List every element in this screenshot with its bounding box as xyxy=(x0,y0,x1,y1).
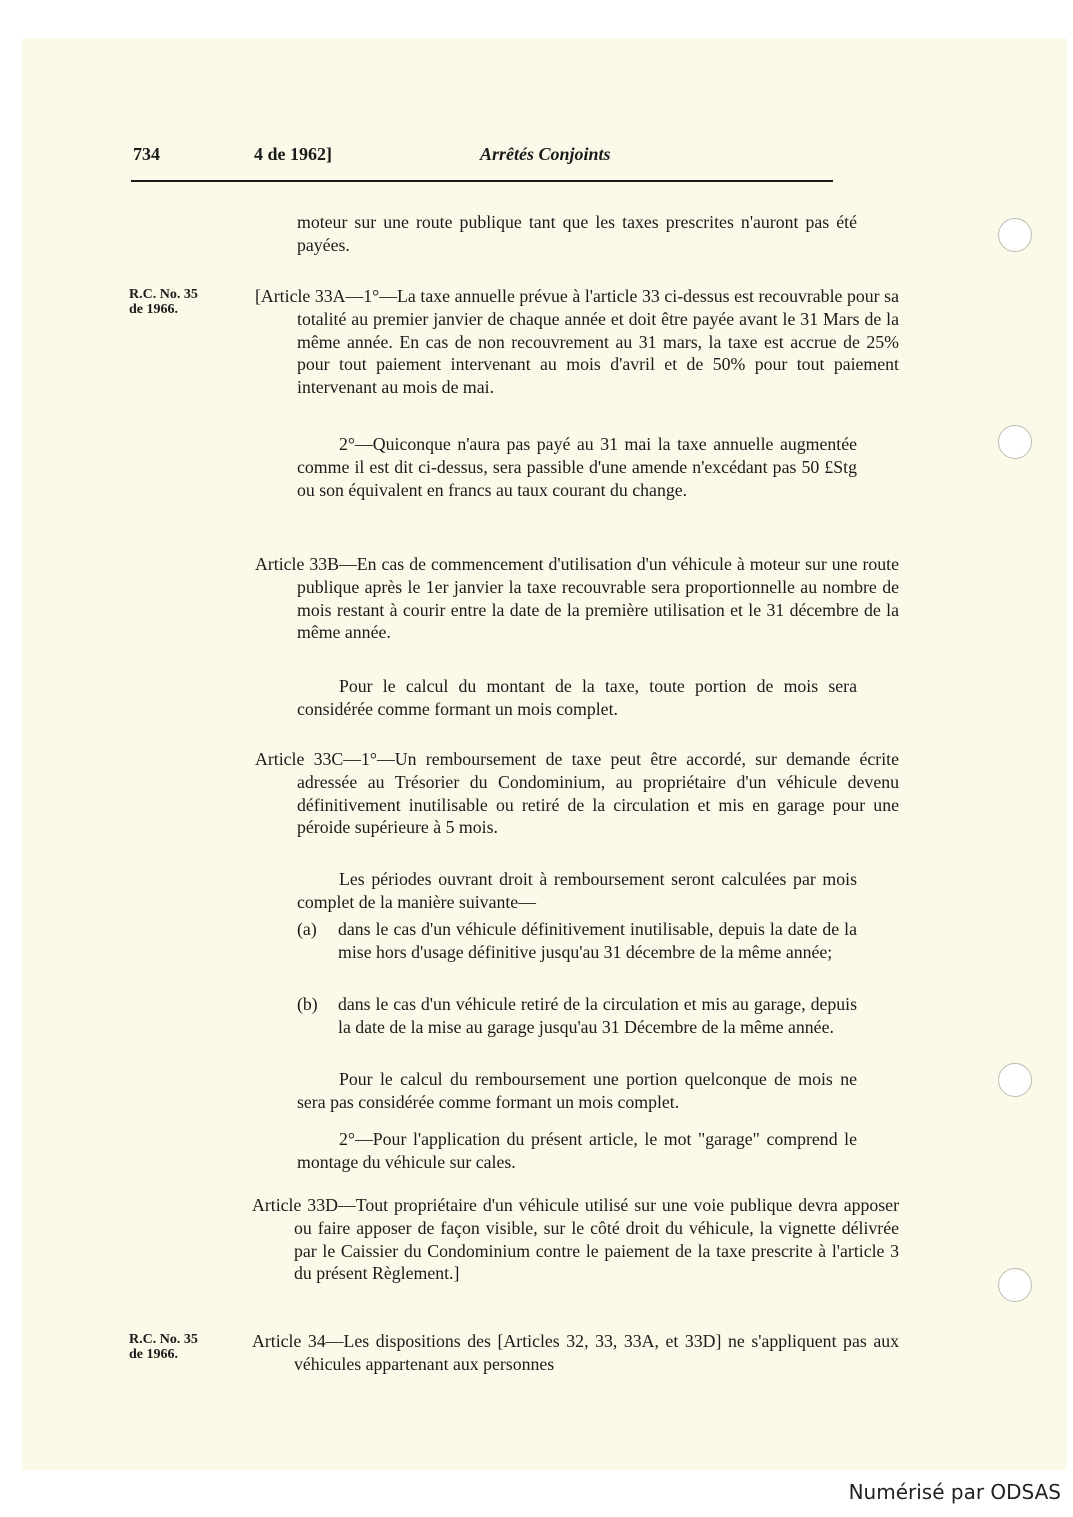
issue-reference: 4 de 1962] xyxy=(254,144,332,164)
punch-hole xyxy=(998,1268,1032,1302)
margin-note xyxy=(129,287,239,317)
article-33b-calculation: Pour le calcul du montant de la taxe, toute portion de mois sera considérée comme formant un mois complet. xyxy=(297,676,857,719)
page-number: 734 xyxy=(133,144,160,164)
margin-note xyxy=(129,1332,239,1362)
page-title: Arrêtés Conjoints xyxy=(480,144,611,164)
list-item-text: dans le cas d'un véhicule retiré de la circulation et mis au garage, depuis la date de la mise au garage jusqu'au 31 Décembre de la même année. xyxy=(338,994,857,1037)
punch-hole xyxy=(998,1063,1032,1097)
paragraph-continuation: moteur sur une route publique tant que les taxes prescrites n'auront pas été payées. xyxy=(297,212,857,255)
article-33c-calculation: Pour le calcul du remboursement une portion quelconque de mois ne sera pas considérée comme formant un mois complet. xyxy=(297,1069,857,1112)
digitization-credit: Numérisé par ODSAS xyxy=(848,1480,1061,1504)
margin-note-text: R.C. No. 35 de 1966. xyxy=(129,1332,198,1362)
article-33c-periods: Les périodes ouvrant droit à remboursement seront calculées par mois complet de la manière suivante— xyxy=(297,869,857,912)
margin-note-text: R.C. No. 35 de 1966. xyxy=(129,287,198,317)
article-33d-paragraph: Article 33D—Tout propriétaire d'un véhicule utilisé sur une voie publique devra apposer ou faire apposer de façon visible, sur le côté droit du véhicule, la vignette délivrée par le Caissier du Condominium contre le paiement de la taxe prescrite à l'article 3 du présent Règlement.] xyxy=(252,1195,899,1284)
article-33c-paragraph-2: 2°—Pour l'application du présent article, le mot "garage" comprend le montage du véhicule sur cales. xyxy=(297,1129,857,1172)
list-item xyxy=(297,918,857,988)
article-33c-paragraph-1: Article 33C—1°—Un remboursement de taxe peut être accordé, sur demande écrite adressée au Trésorier du Condominium, au propriétaire d'un véhicule devenu définitivement inutilisable ou retiré de la circulation et mis en garage pour une péroide supérieure à 5 mois. xyxy=(255,749,899,838)
list-item-label: (b) xyxy=(297,994,318,1014)
list-item xyxy=(297,993,857,1063)
punch-hole xyxy=(998,218,1032,252)
article-33a-paragraph-1: [Article 33A—1°—La taxe annuelle prévue à l'article 33 ci-dessus est recouvrable pour sa totalité au premier janvier de chaque année et doit être payée avant le 31 Mars de la même année. En cas de non recouvrement au 31 mars, la taxe est accrue de 25% pour tout paiement intervenant au mois d'avril et de 50% pour tout paiement intervenant au mois de mai. xyxy=(255,286,899,398)
article-33b-paragraph: Article 33B—En cas de commencement d'utilisation d'un véhicule à moteur sur une route publique après le 1er janvier la taxe recouvrable sera proportionnelle au nombre de mois restant à courir entre la date de la première utilisation et le 31 décembre de la même année. xyxy=(255,554,899,643)
header-rule xyxy=(131,180,833,182)
punch-hole xyxy=(998,425,1032,459)
article-33a-paragraph-2: 2°—Quiconque n'aura pas payé au 31 mai la taxe annuelle augmentée comme il est dit ci-dessus, sera passible d'une amende n'excédant pas 50 £Stg ou son équivalent en francs au taux courant du change. xyxy=(297,434,857,500)
list-item-label: (a) xyxy=(297,919,317,939)
list-item-text: dans le cas d'un véhicule définitivement inutilisable, depuis la date de la mise hors d'usage définitive jusqu'au 31 décembre de la même année; xyxy=(338,919,857,962)
article-34-paragraph: Article 34—Les dispositions des [Articles 32, 33, 33A, et 33D] ne s'appliquent pas aux véhicules appartenant aux personnes xyxy=(252,1331,899,1374)
